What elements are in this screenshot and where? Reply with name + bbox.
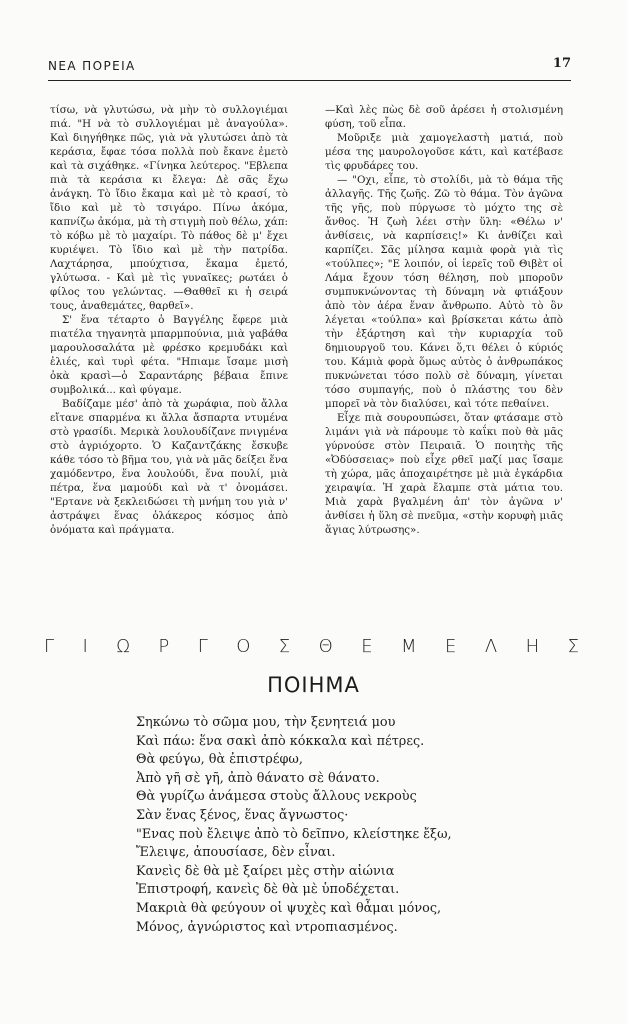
poet-letter: Μ — [401, 636, 417, 657]
poem-line: Σὰν ἕνας ξένος, ἕνας ἄγνωστος· — [136, 807, 349, 823]
left-column — [50, 103, 288, 537]
paragraph: τίσω, νὰ γλυτώσω, νὰ μὴν τὸ συλλογιέμαι πιά. "Η νὰ τὸ συλλογιέμαι μὲ ἀναγούλα». Καὶ διηγήθηκε πῶς, γιὰ νὰ γλυτώσει ἀπὸ τὰ κεράσια, ἔφαε τόσα πολλὰ ποὺ ἔκανε ἐμετὸ καὶ τὰ σιχάθηκε. «Γίνηκα λεύτερος. "Εβλεπα πιὰ τὰ κεράσια κι ἔλεγα: Δὲ σᾶς ἔχω ἀνάγκη. Τὸ ἴδιο ἔκαμα καὶ μὲ τὸ κρασί, τὸ ἴδιο καὶ μὲ τὸ τσιγάρο. Πίνω ἀκόμα, καπνίζω ἀκόμα, μὰ τὴ στιγμὴ ποὺ θέλω, χάπ: τὸ κόβω μὲ τὸ μαχαίρι. Τὸ πάθος δὲ μ' ἔχει κυριέψει. Τὸ ἴδιο καὶ μὲ τὴν πατρίδα. Λαχτάρησα, μπούχτισα, ἔκαμα ἐμετό, γλύτωσα. - Καὶ μὲ τὶς γυναῖκες; ρωτάει ὁ φίλος του γελώντας. —Θαθθεῖ κι ἡ σειρά τους, ἀναθεμάτες, θαρθεῖ». — [50, 104, 288, 312]
poet-letter: Ω — [116, 636, 130, 657]
poet-name — [44, 636, 579, 657]
poem-body — [136, 714, 556, 937]
poet-letter: Η — [525, 636, 540, 657]
poem-line: Ἐπιστροφή, κανεὶς δὲ θὰ μὲ ὑποδέχεται. — [136, 882, 400, 898]
poet-letter: Λ — [484, 636, 498, 657]
poem-line: Θὰ γυρίζω ἀνάμεσα στοὺς ἄλλους νεκροὺς — [136, 789, 417, 805]
poet-letter: Θ — [318, 636, 333, 657]
poem-line: Ἀπὸ γῆ σὲ γῆ, ἀπὸ θάνατο σὲ θάνατο. — [136, 770, 380, 786]
journal-title: ΝΕΑ ΠΟΡΕΙΑ — [48, 59, 136, 73]
poem-line: Κανεὶς δὲ θὰ μὲ ξαίρει μὲς στὴν αἰώνια — [136, 863, 395, 879]
poem-title: ΠΟΙΗΜΑ — [267, 673, 360, 697]
paragraph: Μοῦριξε μιὰ χαμογελαστὴ ματιά, ποὺ μέσα της μαυρολογοῦσε κάτι, καὶ κατέβασε τὶς φρυδάρες του. — [325, 132, 563, 172]
poem-line: Σηκώνω τὸ σῶμα μου, τὴν ξενητειά μου — [136, 715, 396, 730]
poet-letter: Σ — [278, 636, 291, 657]
header-rule — [48, 80, 571, 81]
poem-line: Μόνος, ἀγνώριστος καὶ ντροπιασμένος. — [136, 919, 398, 935]
running-header — [48, 56, 571, 78]
paragraph: Σ' ἕνα τέταρτο ὁ Βαγγέλης ἔφερε μιὰ πιατέλα τηγανητὰ μπαρμπούνια, μιὰ γαβάθα μαρουλοσαλάτα μὲ φρέσκο κρεμυδάκι καὶ ἐλιές, καὶ τυρὶ φέτα. "Ηπιαμε ἴσαμε μισὴ ὀκὰ κρασὶ—ὁ Σαραντάρης βέβαια ἔπινε συμβολικά... καὶ φύγαμε. — [50, 314, 288, 396]
poet-letter: Γ — [44, 636, 55, 657]
poet-letter: Σ — [567, 636, 579, 657]
paragraph: Εἶχε πιὰ σουρουπώσει, ὅταν φτάσαμε στὸ λιμάνι γιὰ νὰ πάρουμε τὸ καΐκι ποὺ θὰ μᾶς γύρνούσε στὸν Πειραιᾶ. Ὁ ποιητὴς τῆς «Ὀδύσσειας» ποὺ εἶχε ρθεῖ μαζί μας ἴσαμε τὴ χώρα, μᾶς ἀποχαιρέτησε μὲ μιὰ ἐγκάρδια χειραψία. Ἡ χαρὰ ἔλαμπε στὰ μάτια του. Μιὰ χαρὰ βγαλμένη ἀπ' τὸν ἀγῶνα ν' ἀνθίσει ἡ ὕλη σὲ πνεῦμα, «στὴν κορυφὴ μιᾶς ἅγιας λύτρωσης». — [325, 412, 563, 536]
poet-letter: Ρ — [158, 636, 170, 657]
poem-line: "Ενας ποὺ ἔλειψε ἀπὸ τὸ δεῖπνο, κλείστηκε ἔξω, — [136, 826, 452, 842]
right-column — [325, 103, 563, 537]
paragraph: Βαδίζαμε μέσ' ἀπὸ τὰ χωράφια, ποὺ ἄλλα εἴτανε σπαρμένα κι ἄλλα ἄσπαρτα ντυμένα στὸ γρασίδι. Μερικὰ λουλουδίζανε πνιγμένα στὸ ἀγριόχορτο. Ὁ Καζαντζάκης ἔσκυβε κάθε τόσο τὸ βῆμα του, γιὰ νὰ μᾶς δείξει ἕνα χαμόδεντρο, ἕνα λουλούδι, ἕνα πουλί, μιὰ πέτρα, ἕνα μαμούδι καὶ νὰ τ' ὀνομάσει. "Ερτανε νὰ ξεκλειδώσει τὴ μνήμη του γιὰ ν' ἀστράψει ἕνας ὁλάκερος κόσμος ἀπὸ ὀνόματα καὶ πράγματα. — [50, 398, 288, 536]
poem-line: Ἔλειψε, ἀπουσίασε, δὲν εἶναι. — [136, 845, 336, 861]
paragraph: —Καὶ λὲς πὼς δὲ σοῦ ἀρέσει ἡ στολισμένη φύση, τοῦ εἶπα. — [325, 104, 563, 130]
page-number: 17 — [552, 56, 571, 71]
poem-line: Καὶ πάω: ἕνα σακὶ ἀπὸ κόκκαλα καὶ πέτρες. — [136, 733, 425, 749]
poet-letter: Ε — [361, 636, 373, 657]
poem-line: Θὰ φεύγω, θὰ ἐπιστρέφω, — [136, 752, 303, 768]
poet-letter: Ε — [445, 636, 457, 657]
paragraph: — "Οχι, εἶπε, τὸ στολίδι, μὰ τὸ θάμα τῆς ἀλλαγῆς. Τῆς ζωῆς. Ζῶ τὸ θάμα. Τὸν ἀγῶνα τῆς γῆς, ποὺ πύργωσε τὸ μόχτο της σὲ ἄνθος. Ἡ ζωὴ λέει στὴν ὕλη: «Θέλω ν' ἀνθίσεις, νὰ καρπίσεις!» Κι ἀνθίζει καὶ καρπίζει. Σᾶς μίλησα καμιὰ φορὰ γιὰ τὶς «τούλπες»; "Ε λοιπόν, οἱ ἱερεῖς τοῦ Θιβὲτ οἱ Λάμα ἔχουν τόση θέληση, ποὺ μποροῦν συμπυκνώνοντας τὴ δύναμη νὰ φτιάξουν ἀπὸ τὸν ἀέρα ἕναν ἄνθρωπο. Αὐτὸ τὸ ὂν λέγεται «τούλπα» καὶ βρίσκεται κάτω ἀπὸ τὴν ἐξάρτηση καὶ τὴν κυριαρχία τοῦ δημιουργοῦ του. Κάνει ὅ,τι θέλει ὁ κύριός του. Κάμιὰ φορὰ ὅμως αὐτὸς ὁ ἀνθρωπάκος πυκνώνεται τόσο πολὺ σὲ δύναμη, γίνεται τόσο συμπαγής, ποὺ ὁ πλάστης του δὲν μπορεῖ νὰ τὸν διαλύσει, καὶ τότε πεθαίνει. — [325, 174, 563, 410]
poet-letter: Ι — [82, 636, 88, 657]
poet-letter: Γ — [197, 636, 208, 657]
poet-letter: Ο — [236, 636, 251, 657]
poem-line: Μακριὰ θὰ φεύγουν οἱ ψυχὲς καὶ θἆμαι μόνος, — [136, 900, 442, 916]
